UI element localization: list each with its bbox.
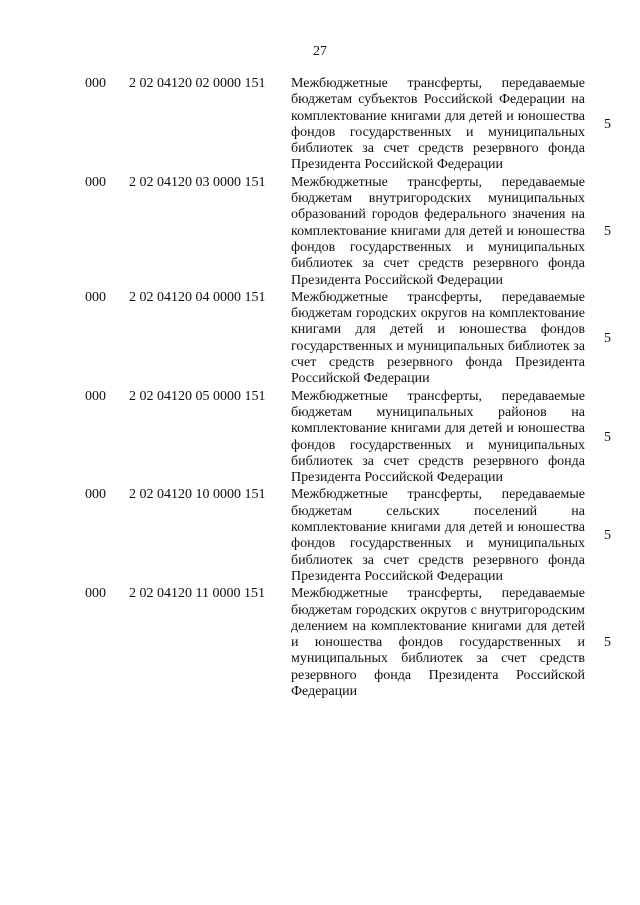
- admin-code: 000: [85, 76, 106, 91]
- table-row: [0, 487, 640, 585]
- row-amount: 5: [604, 429, 611, 445]
- budget-classification-code: 2 02 04120 05 0000 151: [129, 388, 266, 404]
- admin-code: 000: [85, 174, 106, 190]
- budget-classification-table: [0, 76, 640, 701]
- table-row: [0, 389, 640, 487]
- row-description: Межбюджетные трансферты, передаваемые бюджетам муниципальных районов на комплектование книгами для детей и юношества фондов государственных и муниципальных библиотек за счет средств резервного фонда Президента Российской Федерации: [291, 388, 585, 486]
- page-number: 27: [313, 44, 327, 59]
- row-amount: 5: [604, 635, 611, 651]
- budget-classification-code: 2 02 04120 10 0000 151: [129, 487, 266, 503]
- table-row: [0, 586, 640, 700]
- row-amount: 5: [604, 116, 611, 132]
- table-row: [0, 76, 640, 174]
- row-description: Межбюджетные трансферты, передаваемые бюджетам сельских поселений на комплектование книгами для детей и юношества фондов государственных и муниципальных библиотек за счет средств резервного фонда Президента Российской Федерации: [291, 487, 585, 584]
- admin-code: 000: [85, 388, 106, 404]
- admin-code: 000: [85, 586, 106, 602]
- row-amount: 5: [604, 330, 611, 346]
- budget-classification-code: 2 02 04120 11 0000 151: [129, 586, 265, 602]
- budget-classification-code: 2 02 04120 02 0000 151: [129, 76, 266, 91]
- row-description: Межбюджетные трансферты, передаваемые бюджетам городских округов на комплектование книгами для детей и юношества фондов государственных и муниципальных библиотек за счет средств резервного фонда Президента Российской Федерации: [291, 289, 585, 387]
- budget-classification-code: 2 02 04120 04 0000 151: [129, 289, 266, 305]
- row-description: Межбюджетные трансферты, передаваемые бюджетам городских округов с внутригородским делением на комплектование книгами для детей и юношества фондов государственных и муниципальных библиотек за счет средств резервного фонда Президента Российской Федерации: [291, 586, 585, 699]
- budget-classification-code: 2 02 04120 03 0000 151: [129, 174, 266, 190]
- admin-code: 000: [85, 289, 106, 305]
- row-amount: 5: [604, 223, 611, 239]
- table-row: [0, 290, 640, 388]
- admin-code: 000: [85, 487, 106, 503]
- row-description: Межбюджетные трансферты, передаваемые бюджетам внутригородских муниципальных образований городов федерального значения на комплектование книгами для детей и юношества фондов государственных и муниципальных библиотек за счет средств резервного фонда Президента Российской Федерации: [291, 174, 585, 288]
- row-description: Межбюджетные трансферты, передаваемые бюджетам субъектов Российской Федерации на комплектование книгами для детей и юношества фондов государственных и муниципальных библиотек за счет средств резервного фонда Президента Российской Федерации: [291, 76, 585, 173]
- table-row: [0, 175, 640, 289]
- row-amount: 5: [604, 528, 611, 544]
